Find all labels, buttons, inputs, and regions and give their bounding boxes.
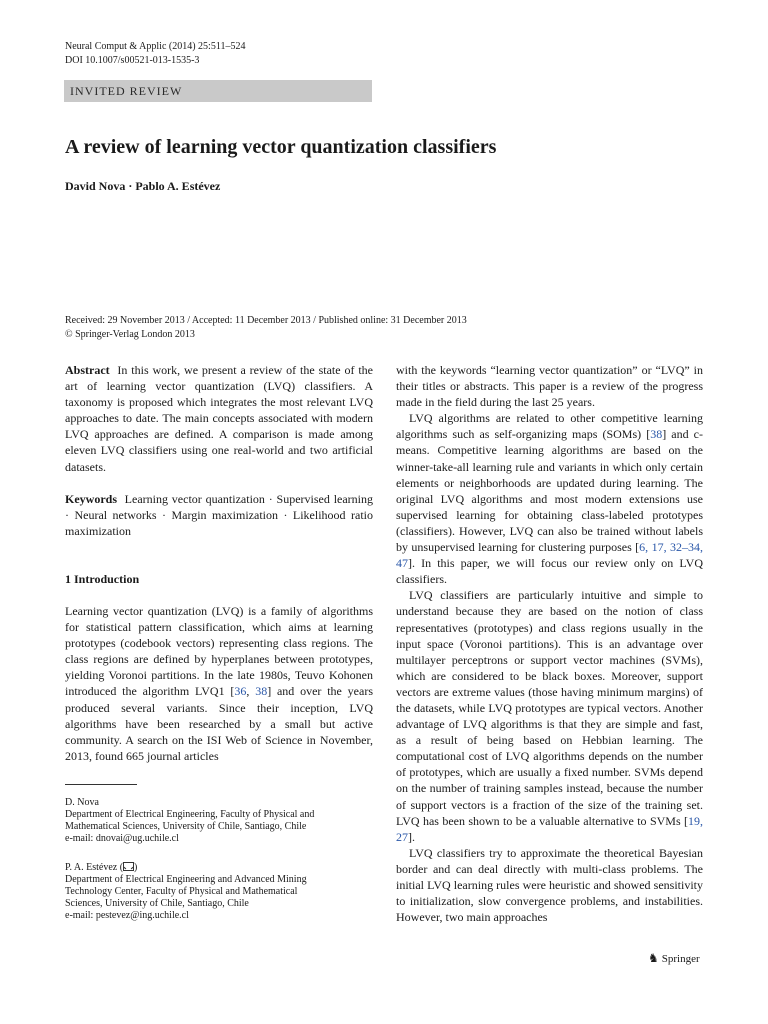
doi: DOI 10.1007/s00521-013-1535-3 [65, 55, 200, 66]
keywords-text: Learning vector quantization · Supervised learning · Neural networks · Margin maximization · Likelihood ratio maximization [65, 492, 374, 539]
springer-horse-icon: ♞ [648, 951, 659, 965]
keywords [65, 491, 373, 539]
citation-link[interactable]: 36 [234, 684, 247, 699]
intro-paragraph: Learning vector quantization (LVQ) is a family of algorithms for statistical pattern classification, which aims at learning prototypes (codebook vectors) representing class regions. The class regions are defined by hyperplanes between prototypes, yielding Voronoi partitions. In the late 1980s, Teuvo Kohonen introduced the algorithm LVQ1 [36, 38] and over the years produced several variants. Since their inception, LVQ algorithms have been researched by a small but active community. A search on the ISI Web of Science in November, 2013, found 665 journal articles [65, 604, 373, 763]
paper-title: A review of learning vector quantization classifiers [65, 136, 497, 158]
paper-authors: David Nova · Pablo A. Estévez [65, 179, 221, 193]
keywords-label: Keywords [65, 492, 117, 506]
affiliation-nova: D. Nova Department of Electrical Engineering, Faculty of Physical and Mathematical Sciences, University of Chile, Santiago, Chile e-mail: dnovai@ug.uchile.cl [65, 797, 375, 845]
abstract [65, 362, 373, 475]
copyright: © Springer-Verlag London 2013 [65, 329, 195, 340]
email-nova[interactable]: e-mail: dnovai@ug.uchile.cl [65, 833, 179, 844]
right-column [396, 362, 703, 925]
affiliation-estevez: P. A. Estévez ( ) Department of Electrical Engineering and Advanced Mining Technology Center, Faculty of Physical and Mathematical Sciences, University of Chile, Santiago, Chile e-mail: pestevez@ing.uchile.cl [65, 862, 375, 922]
section-heading-introduction: 1 Introduction [65, 572, 140, 586]
citation-link[interactable]: 19, 27 [396, 813, 703, 844]
journal-citation: Neural Comput & Applic (2014) 25:511–524 [65, 41, 246, 52]
footnote-divider [65, 784, 137, 785]
paragraph: LVQ algorithms are related to other competitive learning algorithms such as self-organizing maps (SOMs) [38] and c-means. Competitive learning algorithms are based on the winner-take-all learning rule and variants in which only certain elements or neighborhoods are updated during learning. The original LVQ algorithms and most modern extensions use supervised learning for obtaining class-labeled prototypes (classifiers). However, LVQ can also be trained without labels by unsupervised learning for clustering purposes [6, 17, 32–34, 47]. In this paper, we will focus our review only on LVQ classifiers. [396, 411, 704, 587]
email-estevez[interactable]: e-mail: pestevez@ing.uchile.cl [65, 910, 189, 921]
abstract-label: Abstract [65, 363, 110, 377]
received-dates: Received: 29 November 2013 / Accepted: 11 December 2013 / Published online: 31 December 2013 [65, 315, 467, 326]
section-label: INVITED REVIEW [70, 83, 183, 98]
journal-header [65, 40, 245, 68]
paragraph: LVQ classifiers are particularly intuitive and simple to understand because they are based on the notion of class representatives (prototypes) and class regions usually in the input space (Voronoi partitions). This is an advantage over multilayer perceptrons or support vector machines (SVMs), which are considered to be black boxes. Moreover, support vectors are extreme values (those having minimum margins) of the datasets, while LVQ prototypes are typical vectors. Another advantage of LVQ algorithms is that they are simple and fast, as a result of being based on Hebbian learning. The computational cost of LVQ algorithms depends on the number of prototypes, which are usually a fixed number. SVMs depend on the number of training samples instead, because the number of support vectors is a fraction of the size of the training set. LVQ has been shown to be a valuable alternative to SVMs [19, 27]. [396, 588, 703, 844]
section-banner [64, 80, 372, 102]
citation-link[interactable]: 38 [255, 684, 268, 699]
publisher-logo [648, 951, 700, 966]
paragraph: with the keywords “learning vector quantization” or “LVQ” in their titles or abstracts. This paper is a review of the progress made in the field during the last 25 years. [396, 363, 703, 410]
paragraph: LVQ classifiers try to approximate the theoretical Bayesian border and can deal directly with multi-class problems. The initial LVQ learning rules were heuristic and showed sensitivity to initialization, slow convergence problems, and instabilities. However, two main approaches [396, 845, 703, 925]
abstract-text: In this work, we present a review of the state of the art of learning vector quantization (LVQ) classifiers. A taxonomy is proposed which integrates the most relevant LVQ approaches to date. The main concepts associated with modern LVQ approaches are defined. A comparison is made among eleven LVQ classifiers using one real-world and two artificial datasets. [65, 363, 374, 474]
envelope-icon [123, 862, 134, 871]
publisher-name: Springer [661, 952, 700, 965]
citation-link[interactable]: 6, 17, 32–34, 47 [396, 540, 704, 571]
citation-link[interactable]: 38 [650, 427, 663, 442]
publication-history [65, 314, 467, 342]
